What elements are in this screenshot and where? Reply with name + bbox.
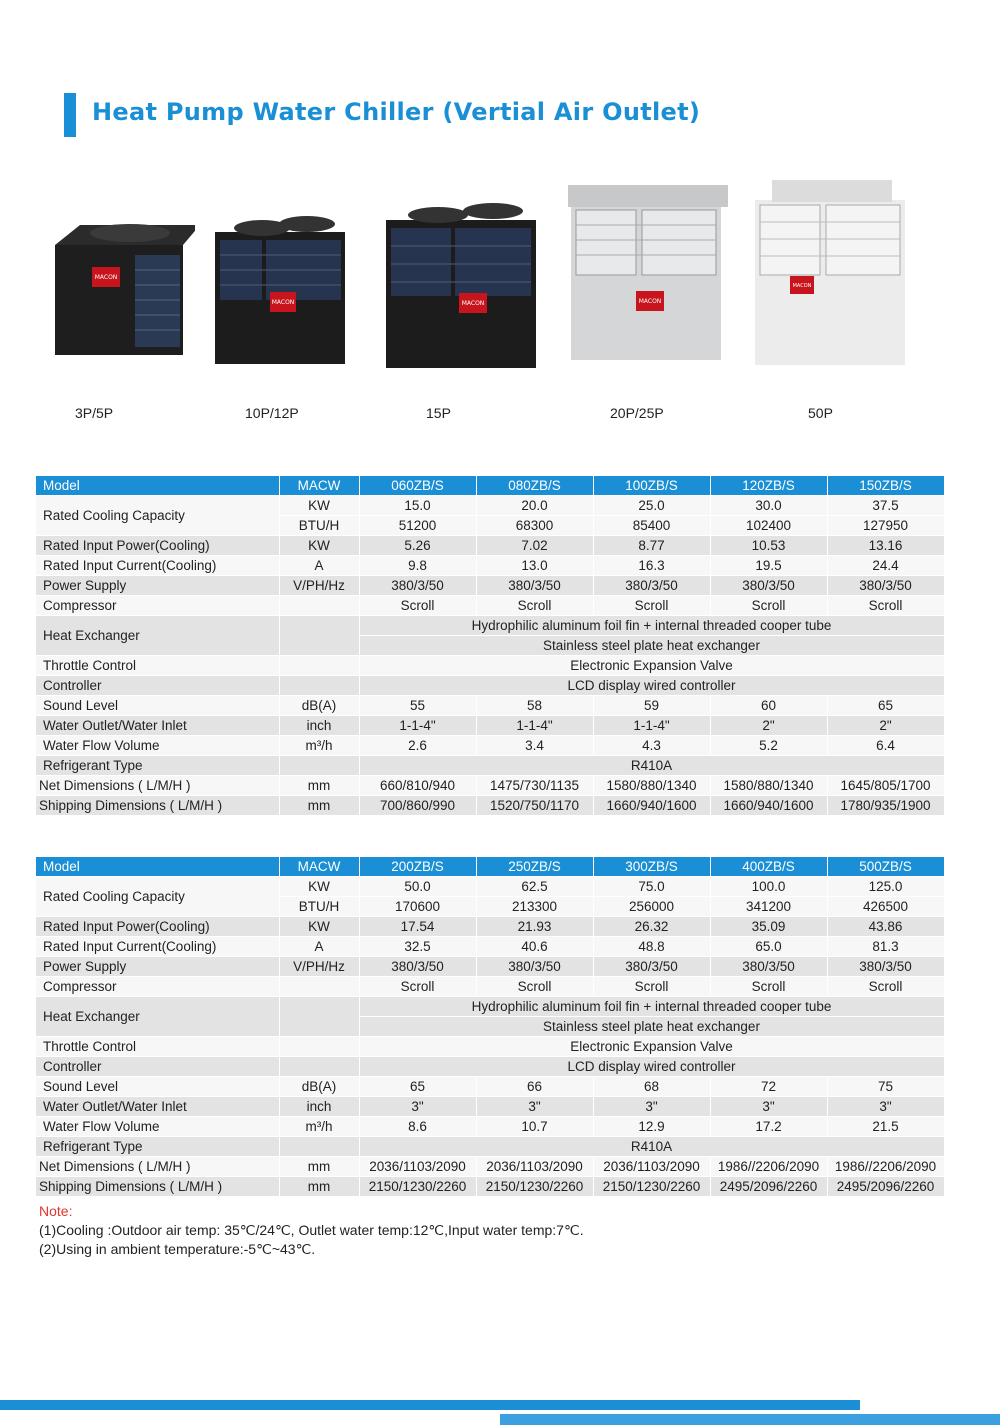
table-row [36, 1117, 944, 1137]
product-image-50p [752, 180, 912, 370]
value-cell: 8.77 [593, 536, 710, 556]
brand-logo-text: MACON [638, 298, 662, 305]
value-cell: 3" [827, 1097, 944, 1117]
header-cell: 060ZB/S [359, 476, 476, 496]
value-cell: 72 [710, 1077, 827, 1097]
value-cell: 32.5 [359, 937, 476, 957]
value-cell: 13.16 [827, 536, 944, 556]
unit-cell [279, 1057, 359, 1077]
row-label: Compressor [36, 596, 279, 616]
value-cell: 2495/2096/2260 [710, 1177, 827, 1197]
value-cell: 380/3/50 [710, 576, 827, 596]
value-cell: 2150/1230/2260 [476, 1177, 593, 1197]
value-cell: 68300 [476, 516, 593, 536]
value-cell: 2036/1103/2090 [476, 1157, 593, 1177]
value-cell: 65 [827, 696, 944, 716]
value-cell: 3" [593, 1097, 710, 1117]
value-cell: 68 [593, 1077, 710, 1097]
value-cell: 10.53 [710, 536, 827, 556]
value-cell: 75 [827, 1077, 944, 1097]
unit-cell: KW [279, 917, 359, 937]
value-cell: 21.93 [476, 917, 593, 937]
unit-cell: A [279, 937, 359, 957]
header-cell: 150ZB/S [827, 476, 944, 496]
unit-cell: KW [279, 536, 359, 556]
table-row [36, 977, 944, 997]
brand-logo-text: MACON [461, 300, 485, 307]
value-cell: 3" [710, 1097, 827, 1117]
table-row [36, 1177, 944, 1197]
product-caption: 50P [808, 405, 833, 421]
value-cell: 37.5 [827, 496, 944, 516]
value-cell: 10.7 [476, 1117, 593, 1137]
value-cell: 3" [359, 1097, 476, 1117]
value-cell: 20.0 [476, 496, 593, 516]
product-caption: 3P/5P [75, 405, 114, 421]
value-cell: 50.0 [359, 877, 476, 897]
value-cell: Scroll [593, 596, 710, 616]
value-cell: 65 [359, 1077, 476, 1097]
row-label: Shipping Dimensions ( L/M/H ) [36, 1177, 279, 1197]
note-line-1: (1)Cooling :Outdoor air temp: 35℃/24℃, Outlet water temp:12℃,Input water temp:7℃. [39, 1222, 584, 1238]
unit-cell: KW [279, 496, 359, 516]
brand-logo-text: MACON [792, 283, 812, 289]
value-cell: 43.86 [827, 917, 944, 937]
row-label: Shipping Dimensions ( L/M/H ) [36, 796, 279, 816]
row-label: Controller [36, 676, 279, 696]
value-cell: 2" [710, 716, 827, 736]
value-cell: 1520/750/1170 [476, 796, 593, 816]
value-cell: 100.0 [710, 877, 827, 897]
row-label: Rated Input Power(Cooling) [36, 917, 279, 937]
value-cell: 1580/880/1340 [710, 776, 827, 796]
value-cell: 9.8 [359, 556, 476, 576]
table-header-row [36, 476, 944, 496]
table-row [36, 696, 944, 716]
value-cell: 51200 [359, 516, 476, 536]
value-cell: R410A [359, 1137, 944, 1157]
value-cell: 341200 [710, 897, 827, 917]
value-cell: 26.32 [593, 917, 710, 937]
table-row [36, 676, 944, 696]
value-cell: 256000 [593, 897, 710, 917]
value-cell: 380/3/50 [593, 576, 710, 596]
table-row [36, 496, 944, 516]
spec-table [36, 476, 945, 816]
brand-logo-text: MACON [94, 274, 118, 281]
value-cell: 125.0 [827, 877, 944, 897]
value-cell: 13.0 [476, 556, 593, 576]
value-cell: Scroll [710, 596, 827, 616]
value-cell: 2036/1103/2090 [359, 1157, 476, 1177]
table-row [36, 556, 944, 576]
table-row [36, 536, 944, 556]
value-cell: 380/3/50 [359, 957, 476, 977]
unit-cell: inch [279, 1097, 359, 1117]
value-cell: 85400 [593, 516, 710, 536]
value-cell: 2150/1230/2260 [593, 1177, 710, 1197]
value-cell: 55 [359, 696, 476, 716]
value-cell: 102400 [710, 516, 827, 536]
table-row [36, 616, 944, 636]
table-header-row [36, 857, 944, 877]
row-label: Refrigerant Type [36, 1137, 279, 1157]
value-cell: 1986//2206/2090 [710, 1157, 827, 1177]
value-cell: 380/3/50 [827, 957, 944, 977]
unit-cell [279, 616, 359, 656]
table-row [36, 796, 944, 816]
header-cell: 500ZB/S [827, 857, 944, 877]
row-label: Refrigerant Type [36, 756, 279, 776]
table-row [36, 576, 944, 596]
value-cell: R410A [359, 756, 944, 776]
row-label: Rated Input Current(Cooling) [36, 556, 279, 576]
value-cell: 380/3/50 [476, 957, 593, 977]
value-cell: 1645/805/1700 [827, 776, 944, 796]
header-cell: Model [36, 857, 279, 877]
unit-cell: inch [279, 716, 359, 736]
unit-cell [279, 997, 359, 1037]
unit-cell: m³/h [279, 1117, 359, 1137]
header-cell: 100ZB/S [593, 476, 710, 496]
row-label: Throttle Control [36, 656, 279, 676]
value-cell: 60 [710, 696, 827, 716]
value-cell: 8.6 [359, 1117, 476, 1137]
value-cell: 75.0 [593, 877, 710, 897]
row-label: Power Supply [36, 576, 279, 596]
table-row [36, 776, 944, 796]
table-row [36, 917, 944, 937]
unit-cell: mm [279, 1157, 359, 1177]
unit-cell: BTU/H [279, 897, 359, 917]
value-cell: Electronic Expansion Valve [359, 1037, 944, 1057]
header-cell: Model [36, 476, 279, 496]
table-row [36, 1137, 944, 1157]
value-cell: Scroll [476, 596, 593, 616]
value-cell: 66 [476, 1077, 593, 1097]
value-cell: 380/3/50 [593, 957, 710, 977]
unit-cell: V/PH/Hz [279, 957, 359, 977]
note-line-2: (2)Using in ambient temperature:-5℃~43℃. [39, 1241, 316, 1257]
value-cell: 380/3/50 [710, 957, 827, 977]
value-cell: 380/3/50 [827, 576, 944, 596]
value-cell: 7.02 [476, 536, 593, 556]
value-cell: 1-1-4" [359, 716, 476, 736]
product-caption: 15P [426, 405, 451, 421]
value-cell: 380/3/50 [476, 576, 593, 596]
value-cell: Stainless steel plate heat exchanger [359, 1017, 944, 1037]
value-cell: 48.8 [593, 937, 710, 957]
row-label: Sound Level [36, 696, 279, 716]
table-row [36, 1157, 944, 1177]
header-cell: 120ZB/S [710, 476, 827, 496]
value-cell: 30.0 [710, 496, 827, 516]
value-cell: Hydrophilic aluminum foil fin + internal threaded cooper tube [359, 997, 944, 1017]
page-title: Heat Pump Water Chiller (Vertial Air Outlet) [92, 98, 701, 126]
value-cell: 16.3 [593, 556, 710, 576]
value-cell: Electronic Expansion Valve [359, 656, 944, 676]
row-label: Net Dimensions ( L/M/H ) [36, 1157, 279, 1177]
value-cell: 81.3 [827, 937, 944, 957]
value-cell: 4.3 [593, 736, 710, 756]
value-cell: Scroll [710, 977, 827, 997]
unit-cell: mm [279, 776, 359, 796]
table-row [36, 596, 944, 616]
value-cell: Scroll [476, 977, 593, 997]
value-cell: Scroll [827, 977, 944, 997]
table-row [36, 756, 944, 776]
row-label: Rated Input Power(Cooling) [36, 536, 279, 556]
value-cell: 62.5 [476, 877, 593, 897]
value-cell: 1580/880/1340 [593, 776, 710, 796]
row-label: Water Flow Volume [36, 1117, 279, 1137]
value-cell: 1780/935/1900 [827, 796, 944, 816]
unit-cell: V/PH/Hz [279, 576, 359, 596]
value-cell: 15.0 [359, 496, 476, 516]
table-row [36, 1077, 944, 1097]
row-label: Controller [36, 1057, 279, 1077]
value-cell: Scroll [359, 977, 476, 997]
header-cell: 250ZB/S [476, 857, 593, 877]
row-label: Sound Level [36, 1077, 279, 1097]
value-cell: 5.2 [710, 736, 827, 756]
value-cell: 700/860/990 [359, 796, 476, 816]
value-cell: 1660/940/1600 [710, 796, 827, 816]
value-cell: 2" [827, 716, 944, 736]
unit-cell: A [279, 556, 359, 576]
value-cell: 426500 [827, 897, 944, 917]
header-cell: 400ZB/S [710, 857, 827, 877]
value-cell: 380/3/50 [359, 576, 476, 596]
unit-cell [279, 656, 359, 676]
table-row [36, 997, 944, 1017]
value-cell: 2036/1103/2090 [593, 1157, 710, 1177]
value-cell: 17.54 [359, 917, 476, 937]
value-cell: 59 [593, 696, 710, 716]
value-cell: 3.4 [476, 736, 593, 756]
product-caption: 10P/12P [245, 405, 299, 421]
value-cell: 213300 [476, 897, 593, 917]
unit-cell: KW [279, 877, 359, 897]
table-row [36, 1037, 944, 1057]
unit-cell [279, 676, 359, 696]
value-cell: 24.4 [827, 556, 944, 576]
value-cell: 65.0 [710, 937, 827, 957]
table-row [36, 877, 944, 897]
title-accent-bar [64, 93, 76, 137]
value-cell: 1475/730/1135 [476, 776, 593, 796]
row-label: Throttle Control [36, 1037, 279, 1057]
row-label: Water Outlet/Water Inlet [36, 716, 279, 736]
value-cell: 21.5 [827, 1117, 944, 1137]
product-image-10p-12p [212, 210, 352, 370]
table-row [36, 656, 944, 676]
value-cell: 12.9 [593, 1117, 710, 1137]
table-row [36, 716, 944, 736]
product-caption: 20P/25P [610, 405, 664, 421]
unit-cell: mm [279, 796, 359, 816]
product-image-15p [383, 198, 543, 373]
value-cell: 35.09 [710, 917, 827, 937]
unit-cell: m³/h [279, 736, 359, 756]
row-label: Water Outlet/Water Inlet [36, 1097, 279, 1117]
row-label: Power Supply [36, 957, 279, 977]
unit-cell [279, 1137, 359, 1157]
header-cell: MACW [279, 857, 359, 877]
value-cell: 17.2 [710, 1117, 827, 1137]
row-label: Water Flow Volume [36, 736, 279, 756]
product-image-20p-25p [568, 185, 728, 365]
product-image-3p-5p [50, 215, 195, 365]
value-cell: 2.6 [359, 736, 476, 756]
value-cell: 6.4 [827, 736, 944, 756]
table-row [36, 736, 944, 756]
value-cell: 1660/940/1600 [593, 796, 710, 816]
unit-cell [279, 756, 359, 776]
value-cell: 58 [476, 696, 593, 716]
unit-cell [279, 596, 359, 616]
header-cell: 200ZB/S [359, 857, 476, 877]
value-cell: 5.26 [359, 536, 476, 556]
row-label: Rated Input Current(Cooling) [36, 937, 279, 957]
brand-logo-text: MACON [271, 299, 295, 306]
header-cell: 300ZB/S [593, 857, 710, 877]
unit-cell [279, 977, 359, 997]
value-cell: Stainless steel plate heat exchanger [359, 636, 944, 656]
value-cell: LCD display wired controller [359, 676, 944, 696]
value-cell: 2150/1230/2260 [359, 1177, 476, 1197]
footer-bar [0, 1400, 860, 1410]
table-row [36, 937, 944, 957]
value-cell: 660/810/940 [359, 776, 476, 796]
row-label: Compressor [36, 977, 279, 997]
value-cell: 19.5 [710, 556, 827, 576]
row-label: Rated Cooling Capacity [36, 496, 279, 536]
value-cell: LCD display wired controller [359, 1057, 944, 1077]
unit-cell: mm [279, 1177, 359, 1197]
table-row [36, 1057, 944, 1077]
value-cell: 1986//2206/2090 [827, 1157, 944, 1177]
footer-bar-secondary [500, 1414, 1000, 1425]
value-cell: 25.0 [593, 496, 710, 516]
table-row [36, 1097, 944, 1117]
table-row [36, 957, 944, 977]
value-cell: Scroll [827, 596, 944, 616]
row-label: Net Dimensions ( L/M/H ) [36, 776, 279, 796]
value-cell: 127950 [827, 516, 944, 536]
row-label: Heat Exchanger [36, 997, 279, 1037]
row-label: Rated Cooling Capacity [36, 877, 279, 917]
value-cell: 2495/2096/2260 [827, 1177, 944, 1197]
header-cell: MACW [279, 476, 359, 496]
unit-cell: dB(A) [279, 1077, 359, 1097]
spec-table [36, 857, 945, 1197]
value-cell: Scroll [359, 596, 476, 616]
note-title: Note: [39, 1203, 73, 1219]
unit-cell [279, 1037, 359, 1057]
row-label: Heat Exchanger [36, 616, 279, 656]
value-cell: 3" [476, 1097, 593, 1117]
value-cell: 1-1-4" [476, 716, 593, 736]
value-cell: 40.6 [476, 937, 593, 957]
header-cell: 080ZB/S [476, 476, 593, 496]
value-cell: Scroll [593, 977, 710, 997]
value-cell: 170600 [359, 897, 476, 917]
value-cell: Hydrophilic aluminum foil fin + internal threaded cooper tube [359, 616, 944, 636]
unit-cell: BTU/H [279, 516, 359, 536]
value-cell: 1-1-4" [593, 716, 710, 736]
unit-cell: dB(A) [279, 696, 359, 716]
